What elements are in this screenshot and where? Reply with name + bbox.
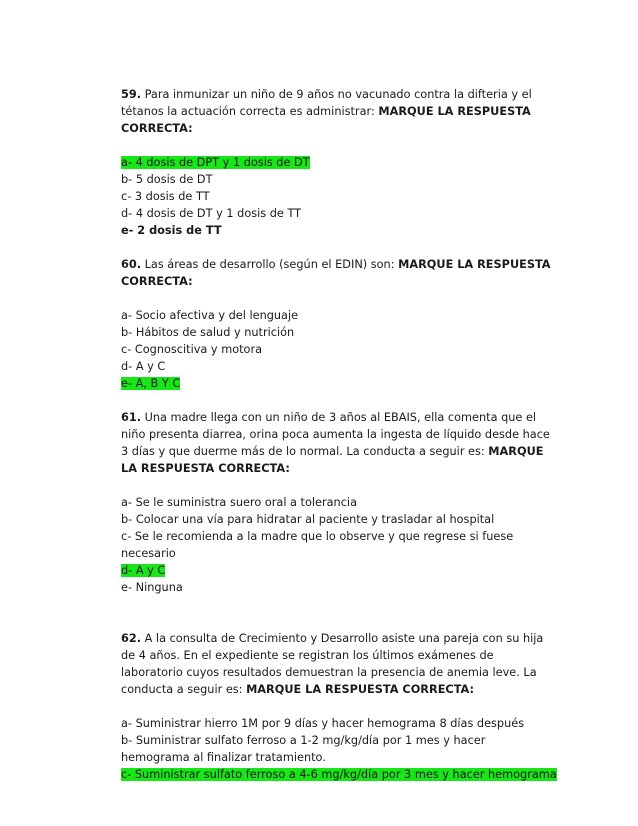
question-text: Las áreas de desarrollo (según el EDIN) son:	[141, 258, 399, 271]
option-d: d- 4 dosis de DT y 1 dosis de TT	[121, 207, 302, 220]
option-a: a- Socio afectiva y del lenguaje	[121, 309, 299, 322]
question-60	[121, 256, 551, 290]
question-61	[121, 409, 551, 477]
option-d: d- A y C	[121, 360, 166, 373]
spacer	[121, 239, 551, 256]
option-e: e- Ninguna	[121, 581, 183, 594]
question-instruction: MARQUE LA RESPUESTA CORRECTA:	[121, 445, 544, 475]
question-text: A la consulta de Crecimiento y Desarrollo asiste una pareja con su hija de 4 años. En el expediente se registran los últimos exámenes de laboratorio cuyos resultados demuestran la presencia de anemia leve. La conducta a seguir es:	[121, 632, 544, 696]
highlighted-answer: c- Suministrar sulfato ferroso a 4-6 mg/kg/día por 3 mes y hacer hemograma	[121, 768, 557, 781]
option-c	[121, 766, 557, 783]
spacer	[121, 596, 551, 630]
question-number: 59.	[121, 88, 142, 101]
question-number: 61.	[121, 411, 142, 424]
option-c: c- 3 dosis de TT	[121, 190, 210, 203]
options-list-61	[121, 494, 551, 596]
option-a	[121, 154, 551, 171]
highlighted-answer: a- 4 dosis de DPT y 1 dosis de DT	[121, 156, 310, 169]
question-instruction: MARQUE LA RESPUESTA CORRECTA:	[121, 105, 531, 135]
highlighted-answer: e- A, B Y C	[121, 377, 181, 390]
option-a: a- Suministrar hierro 1M por 9 días y hacer hemograma 8 días después	[121, 717, 525, 730]
question-instruction: MARQUE LA RESPUESTA CORRECTA:	[246, 683, 475, 696]
option-a: a- Se le suministra suero oral a tolerancia	[121, 496, 357, 509]
question-number: 60.	[121, 258, 142, 271]
option-e	[121, 375, 551, 392]
question-text: Para inmunizar un niño de 9 años no vacunado contra la difteria y el tétanos la actuación correcta es administrar:	[121, 88, 532, 118]
highlighted-answer: d- A y C	[121, 564, 166, 577]
question-instruction: MARQUE LA RESPUESTA CORRECTA:	[121, 258, 551, 288]
option-b: b- Colocar una vía para hidratar al paciente y trasladar al hospital	[121, 513, 495, 526]
option-c: c- Se le recomienda a la madre que lo observe y que regrese si fuese necesario	[121, 530, 514, 560]
question-number: 62.	[121, 632, 142, 645]
options-list-60	[121, 307, 551, 392]
options-list-62	[121, 715, 557, 783]
question-59	[121, 86, 551, 137]
option-b: b- Suministrar sulfato ferroso a 1-2 mg/kg/día por 1 mes y hacer hemograma al finalizar tratamiento.	[121, 734, 486, 764]
option-b: b- Hábitos de salud y nutrición	[121, 326, 295, 339]
question-62	[121, 630, 551, 698]
option-d	[121, 562, 551, 579]
option-c: c- Cognoscitiva y motora	[121, 343, 263, 356]
option-b: b- 5 dosis de DT	[121, 173, 213, 186]
options-list-59	[121, 154, 551, 239]
option-e: e- 2 dosis de TT	[121, 224, 222, 237]
question-text: Una madre llega con un niño de 3 años al EBAIS, ella comenta que el niño presenta diarrea, orina poca aumenta la ingesta de líquido desde hace 3 días y que duerme más de lo normal. La conducta a seguir es:	[121, 411, 550, 458]
document-body	[121, 86, 557, 783]
spacer	[121, 392, 551, 409]
